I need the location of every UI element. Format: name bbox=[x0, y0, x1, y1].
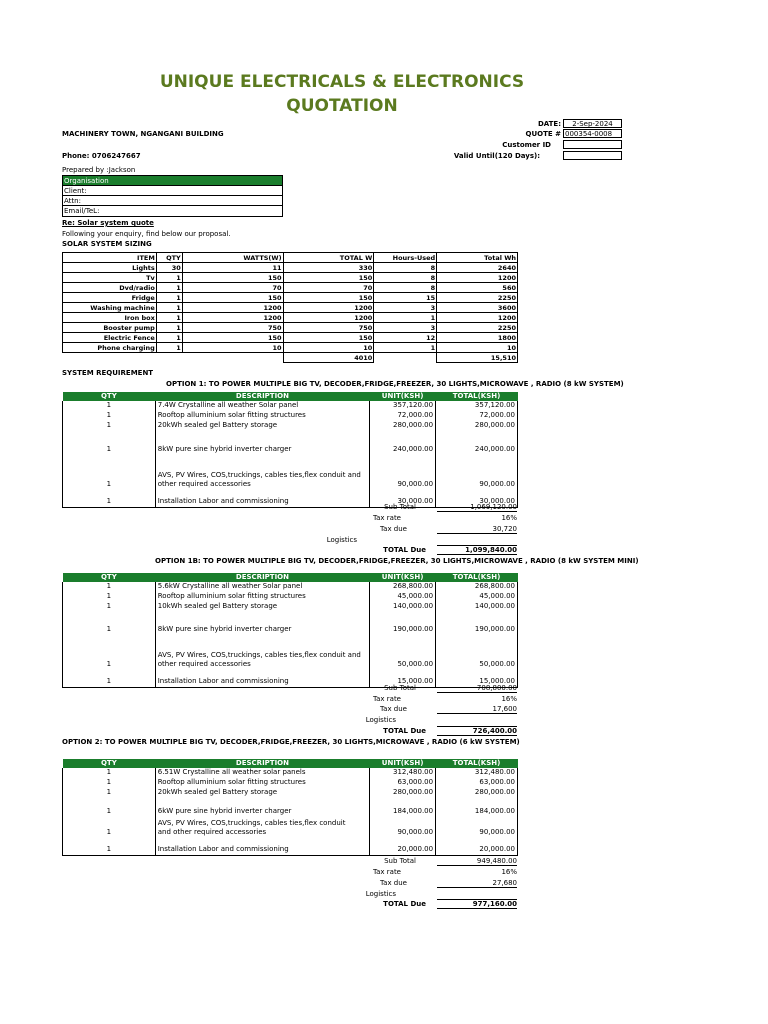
line-item-description-text: 8kW pure sine hybrid inverter charger bbox=[157, 445, 292, 453]
organisation-box bbox=[62, 175, 283, 217]
line-item-description-text: 6kW pure sine hybrid inverter charger bbox=[157, 807, 292, 815]
organisation-header: Organisation bbox=[63, 176, 282, 186]
option1b-tax-due: 17,600 bbox=[437, 705, 517, 714]
line-item-description bbox=[155, 582, 369, 592]
line-item-unit-price: 280,000.00 bbox=[370, 421, 436, 445]
option1-total-due: 1,099,840.00 bbox=[437, 545, 517, 555]
line-item-row bbox=[63, 582, 518, 592]
quote-label: QUOTE # bbox=[525, 130, 561, 138]
subtotal-label: Sub Total bbox=[384, 684, 416, 692]
sizing-cell: Booster pump bbox=[63, 323, 157, 333]
line-item-unit-price: 184,000.00 bbox=[370, 807, 436, 819]
line-item-qty: 1 bbox=[63, 788, 156, 807]
line-item-description-text: 7.4W Crystalline all weather Solar panel bbox=[157, 401, 299, 409]
line-item-row bbox=[63, 471, 518, 497]
line-item-description bbox=[155, 602, 369, 625]
sizing-cell: 1 bbox=[156, 333, 182, 343]
option1-table bbox=[62, 392, 518, 508]
sizing-cell: Dvd/radio bbox=[63, 283, 157, 293]
company-name: UNIQUE ELECTRICALS & ELECTRONICS bbox=[159, 72, 525, 92]
sizing-title: SOLAR SYSTEM SIZING bbox=[62, 240, 152, 248]
sizing-cell: 150 bbox=[283, 293, 374, 303]
line-item-qty: 1 bbox=[63, 768, 156, 778]
line-item-description-text: and other required accessories bbox=[157, 828, 267, 836]
line-item-row bbox=[63, 421, 518, 445]
sizing-row bbox=[63, 263, 518, 273]
sizing-cell: 1 bbox=[156, 293, 182, 303]
line-item-qty: 1 bbox=[63, 592, 156, 602]
total-due-label: TOTAL Due bbox=[383, 900, 426, 908]
header-qty: QTY bbox=[63, 573, 156, 582]
option1-title: OPTION 1: TO POWER MULTIPLE BIG TV, DECODER,FRIDGE,FREEZER, 30 LIGHTS,MICROWAVE , RADIO (8 kW SYSTEM) bbox=[166, 380, 624, 388]
line-item-description bbox=[155, 651, 369, 677]
line-item-total: 357,120.00 bbox=[436, 401, 518, 411]
line-item-unit-price: 30,000.00 bbox=[370, 497, 436, 508]
line-item-unit-price: 45,000.00 bbox=[370, 592, 436, 602]
sizing-row bbox=[63, 343, 518, 353]
line-item-description-text: 10kWh sealed gel Battery storage bbox=[157, 602, 278, 610]
line-item-total: 50,000.00 bbox=[436, 651, 518, 677]
line-item-description bbox=[155, 497, 369, 508]
sizing-cell: 10 bbox=[437, 343, 518, 353]
line-item-row bbox=[63, 592, 518, 602]
option2-title: OPTION 2: TO POWER MULTIPLE BIG TV, DECODER,FRIDGE,FREEZER, 30 LIGHTS,MICROWAVE , RADIO (6 kW SYSTEM) bbox=[62, 738, 520, 746]
tax-rate-label: Tax rate bbox=[373, 695, 401, 703]
sizing-cell: 3 bbox=[374, 303, 437, 313]
line-item-total: 312,480.00 bbox=[436, 768, 518, 778]
header-description: DESCRIPTION bbox=[155, 573, 369, 582]
line-item-description-text: 20kWh sealed gel Battery storage bbox=[157, 788, 278, 796]
logistics-label: Logistics bbox=[365, 890, 396, 898]
sizing-cell: 10 bbox=[283, 343, 374, 353]
line-item-total: 63,000.00 bbox=[436, 778, 518, 788]
sizing-cell: Fridge bbox=[63, 293, 157, 303]
line-item-total: 20,000.00 bbox=[436, 845, 518, 856]
line-item-description-text: AVS, PV Wires, COS,truckings, cables ties,flex conduit and bbox=[157, 471, 361, 479]
sizing-cell: 2250 bbox=[437, 323, 518, 333]
line-item-description bbox=[155, 625, 369, 651]
line-item-qty: 1 bbox=[63, 401, 156, 411]
option2-tax-rate: 16% bbox=[501, 868, 517, 876]
line-item-row bbox=[63, 401, 518, 411]
sizing-cell: 2640 bbox=[437, 263, 518, 273]
line-item-total: 140,000.00 bbox=[436, 602, 518, 625]
option1b-title: OPTION 1B: TO POWER MULTIPLE BIG TV, DECODER,FRIDGE,FREEZER, 30 LIGHTS,MICROWAVE , RADIO (8 kW SYSTEM MINI) bbox=[155, 557, 639, 565]
option2-tax-due: 27,680 bbox=[437, 879, 517, 888]
sizing-total-row bbox=[63, 353, 518, 363]
sizing-row bbox=[63, 303, 518, 313]
valid-until-value bbox=[563, 151, 622, 160]
tax-due-label: Tax due bbox=[380, 525, 407, 533]
sizing-header: WATTS(W) bbox=[182, 253, 283, 263]
line-item-description-text: AVS, PV Wires, COS,truckings, cables ties,flex conduit bbox=[157, 819, 346, 827]
line-item-description bbox=[155, 592, 369, 602]
sizing-cell: Lights bbox=[63, 263, 157, 273]
line-item-qty: 1 bbox=[63, 445, 156, 471]
subtotal-label: Sub Total bbox=[384, 857, 416, 865]
sizing-header: Hours-Used bbox=[374, 253, 437, 263]
sizing-cell: 1 bbox=[156, 283, 182, 293]
sizing-cell: Washing machine bbox=[63, 303, 157, 313]
sizing-cell: 560 bbox=[437, 283, 518, 293]
line-item-description-text: other required accessories bbox=[157, 480, 251, 488]
line-item-row bbox=[63, 788, 518, 807]
line-item-description bbox=[155, 807, 369, 819]
sizing-cell: 1 bbox=[374, 313, 437, 323]
tax-due-label: Tax due bbox=[380, 705, 407, 713]
sizing-cell: 750 bbox=[283, 323, 374, 333]
option2-subtotal: 949,480.00 bbox=[437, 857, 517, 866]
line-item-unit-price: 268,800.00 bbox=[370, 582, 436, 592]
sizing-header: TOTAL W bbox=[283, 253, 374, 263]
header-description: DESCRIPTION bbox=[155, 392, 369, 401]
line-item-total: 45,000.00 bbox=[436, 592, 518, 602]
line-item-unit-price: 280,000.00 bbox=[370, 788, 436, 807]
sizing-cell: 30 bbox=[156, 263, 182, 273]
line-item-row bbox=[63, 778, 518, 788]
line-item-total: 90,000.00 bbox=[436, 471, 518, 497]
sizing-cell: 1200 bbox=[182, 313, 283, 323]
header-qty: QTY bbox=[63, 392, 156, 401]
client-field: Client: bbox=[63, 186, 282, 196]
company-address: MACHINERY TOWN, NGANGANI BUILDING bbox=[62, 130, 224, 138]
line-item-description bbox=[155, 401, 369, 411]
line-item-unit-price: 90,000.00 bbox=[370, 819, 436, 845]
customer-id-label: Customer ID bbox=[502, 141, 551, 149]
line-item-description bbox=[155, 445, 369, 471]
line-item-description-text: Rooftop alluminium solar fitting structures bbox=[157, 778, 306, 786]
line-item-qty: 1 bbox=[63, 625, 156, 651]
sizing-header: ITEM bbox=[63, 253, 157, 263]
line-item-description-text: 5.6kW Crystalline all weather Solar panel bbox=[157, 582, 303, 590]
line-item-description-text: Installation Labor and commissioning bbox=[157, 497, 289, 505]
header-total: TOTAL(KSH) bbox=[436, 573, 518, 582]
line-item-unit-price: 240,000.00 bbox=[370, 445, 436, 471]
line-item-description bbox=[155, 421, 369, 445]
line-item-unit-price: 20,000.00 bbox=[370, 845, 436, 856]
logistics-label: Logistics bbox=[326, 536, 357, 544]
sizing-cell: 8 bbox=[374, 263, 437, 273]
sizing-row bbox=[63, 293, 518, 303]
sizing-cell: 750 bbox=[182, 323, 283, 333]
line-item-unit-price: 72,000.00 bbox=[370, 411, 436, 421]
line-item-total: 184,000.00 bbox=[436, 807, 518, 819]
option1-tax-rate: 16% bbox=[501, 514, 517, 522]
line-item-unit-price: 357,120.00 bbox=[370, 401, 436, 411]
line-item-row bbox=[63, 819, 518, 845]
sizing-cell: 70 bbox=[182, 283, 283, 293]
line-item-description-text: 8kW pure sine hybrid inverter charger bbox=[157, 625, 292, 633]
line-item-total: 268,800.00 bbox=[436, 582, 518, 592]
tax-due-label: Tax due bbox=[380, 879, 407, 887]
customer-id-value bbox=[563, 140, 622, 149]
sizing-cell: 12 bbox=[374, 333, 437, 343]
line-item-description bbox=[155, 411, 369, 421]
sizing-cell: 3600 bbox=[437, 303, 518, 313]
line-item-description-text: Installation Labor and commissioning bbox=[157, 677, 289, 685]
line-item-description-text: Rooftop alluminium solar fitting structures bbox=[157, 592, 306, 600]
line-item-description-text: 6.51W Crystalline all weather solar panels bbox=[157, 768, 306, 776]
line-item-total: 90,000.00 bbox=[436, 819, 518, 845]
line-item-unit-price: 190,000.00 bbox=[370, 625, 436, 651]
total-due-label: TOTAL Due bbox=[383, 727, 426, 735]
header-unit: UNIT(KSH) bbox=[370, 573, 436, 582]
option1b-table bbox=[62, 573, 518, 688]
line-item-row bbox=[63, 602, 518, 625]
sizing-cell: 3 bbox=[374, 323, 437, 333]
sizing-cell: 150 bbox=[182, 273, 283, 283]
line-item-total: 280,000.00 bbox=[436, 788, 518, 807]
line-item-unit-price: 312,480.00 bbox=[370, 768, 436, 778]
option1b-header-row bbox=[63, 573, 518, 582]
line-item-description bbox=[155, 677, 369, 688]
header-unit: UNIT(KSH) bbox=[370, 392, 436, 401]
line-item-total: 240,000.00 bbox=[436, 445, 518, 471]
line-item-row bbox=[63, 411, 518, 421]
sizing-cell: 150 bbox=[283, 333, 374, 343]
intro-line: Following your enquiry, find below our proposal. bbox=[62, 230, 231, 238]
sizing-row bbox=[63, 273, 518, 283]
line-item-qty: 1 bbox=[63, 421, 156, 445]
re-line: Re: Solar system quote bbox=[62, 219, 154, 227]
prepared-by: Prepared by :Jackson bbox=[62, 166, 136, 174]
line-item-total: 190,000.00 bbox=[436, 625, 518, 651]
line-item-total: 72,000.00 bbox=[436, 411, 518, 421]
line-item-description-text: other required accessories bbox=[157, 660, 251, 668]
line-item-unit-price: 140,000.00 bbox=[370, 602, 436, 625]
email-field: Email/TeL: bbox=[64, 207, 100, 215]
sizing-cell: 1200 bbox=[283, 303, 374, 313]
header-description: DESCRIPTION bbox=[155, 759, 369, 768]
sizing-row bbox=[63, 313, 518, 323]
sizing-cell: 150 bbox=[283, 273, 374, 283]
document-type: QUOTATION bbox=[286, 96, 398, 116]
line-item-row bbox=[63, 768, 518, 778]
line-item-row bbox=[63, 445, 518, 471]
sizing-total-wh: 15,510 bbox=[437, 353, 518, 363]
line-item-description bbox=[155, 471, 369, 497]
line-item-row bbox=[63, 807, 518, 819]
sizing-cell: 1 bbox=[156, 343, 182, 353]
option1-header-row bbox=[63, 392, 518, 401]
sizing-cell: 1 bbox=[156, 313, 182, 323]
line-item-total: 30,000.00 bbox=[436, 497, 518, 508]
sizing-cell: 1 bbox=[156, 323, 182, 333]
sizing-cell: 1 bbox=[156, 303, 182, 313]
sizing-cell: Electric Fence bbox=[63, 333, 157, 343]
option2-table bbox=[62, 759, 518, 856]
line-item-qty: 1 bbox=[63, 471, 156, 497]
line-item-description bbox=[155, 845, 369, 856]
sizing-cell: 1200 bbox=[182, 303, 283, 313]
sizing-row bbox=[63, 333, 518, 343]
tax-rate-label: Tax rate bbox=[373, 868, 401, 876]
line-item-total: 15,000.00 bbox=[436, 677, 518, 688]
option2-header-row bbox=[63, 759, 518, 768]
line-item-total: 280,000.00 bbox=[436, 421, 518, 445]
line-item-qty: 1 bbox=[63, 677, 156, 688]
line-item-qty: 1 bbox=[63, 602, 156, 625]
sizing-table bbox=[62, 252, 518, 363]
line-item-row bbox=[63, 625, 518, 651]
option1-subtotal: 1,069,120.00 bbox=[437, 503, 517, 512]
sizing-row bbox=[63, 323, 518, 333]
line-item-description bbox=[155, 768, 369, 778]
sizing-total-w: 4010 bbox=[283, 353, 374, 363]
line-item-row bbox=[63, 845, 518, 856]
sizing-cell: 11 bbox=[182, 263, 283, 273]
sizing-header: QTY bbox=[156, 253, 182, 263]
tax-rate-label: Tax rate bbox=[373, 514, 401, 522]
sizing-cell: 330 bbox=[283, 263, 374, 273]
sizing-cell: Tv bbox=[63, 273, 157, 283]
option2-total-due: 977,160.00 bbox=[437, 899, 517, 909]
date-value: 2-Sep-2024 bbox=[563, 119, 622, 128]
line-item-qty: 1 bbox=[63, 807, 156, 819]
line-item-description bbox=[155, 778, 369, 788]
sizing-cell: 1200 bbox=[283, 313, 374, 323]
option1b-subtotal: 708,800.00 bbox=[437, 684, 517, 693]
attn-field: Attn: bbox=[63, 196, 282, 206]
line-item-description bbox=[155, 819, 369, 845]
option1-tax-due: 30,720 bbox=[437, 525, 517, 534]
date-label: DATE: bbox=[537, 120, 561, 128]
header-qty: QTY bbox=[63, 759, 156, 768]
logistics-label: Logistics bbox=[365, 716, 396, 724]
sizing-header-row bbox=[63, 253, 518, 263]
line-item-unit-price: 90,000.00 bbox=[370, 471, 436, 497]
line-item-qty: 1 bbox=[63, 411, 156, 421]
header-total: TOTAL(KSH) bbox=[436, 759, 518, 768]
header-total: TOTAL(KSH) bbox=[436, 392, 518, 401]
system-requirement: SYSTEM REQUIREMENT bbox=[62, 369, 154, 377]
line-item-description-text: AVS, PV Wires, COS,truckings, cables ties,flex conduit and bbox=[157, 651, 361, 659]
total-due-label: TOTAL Due bbox=[383, 546, 426, 554]
sizing-cell: 8 bbox=[374, 283, 437, 293]
header-unit: UNIT(KSH) bbox=[370, 759, 436, 768]
line-item-qty: 1 bbox=[63, 582, 156, 592]
sizing-row bbox=[63, 283, 518, 293]
sizing-cell: 1800 bbox=[437, 333, 518, 343]
line-item-row bbox=[63, 651, 518, 677]
option1b-tax-rate: 16% bbox=[501, 695, 517, 703]
line-item-unit-price: 50,000.00 bbox=[370, 651, 436, 677]
sizing-header: Total Wh bbox=[437, 253, 518, 263]
sizing-cell: Phone charging bbox=[63, 343, 157, 353]
sizing-cell: 150 bbox=[182, 293, 283, 303]
sizing-cell: 2250 bbox=[437, 293, 518, 303]
sizing-cell: 1200 bbox=[437, 273, 518, 283]
subtotal-label: Sub Total bbox=[384, 503, 416, 511]
quote-value: 000354-0008 bbox=[563, 129, 622, 138]
line-item-qty: 1 bbox=[63, 845, 156, 856]
line-item-unit-price: 63,000.00 bbox=[370, 778, 436, 788]
line-item-description bbox=[155, 788, 369, 807]
sizing-cell: 1 bbox=[156, 273, 182, 283]
line-item-unit-price: 15,000.00 bbox=[370, 677, 436, 688]
sizing-cell: 1200 bbox=[437, 313, 518, 323]
line-item-qty: 1 bbox=[63, 497, 156, 508]
line-item-description-text: Rooftop alluminium solar fitting structures bbox=[157, 411, 306, 419]
sizing-cell: 8 bbox=[374, 273, 437, 283]
sizing-cell: Iron box bbox=[63, 313, 157, 323]
sizing-cell: 150 bbox=[182, 333, 283, 343]
line-item-description-text: 20kWh sealed gel Battery storage bbox=[157, 421, 278, 429]
line-item-qty: 1 bbox=[63, 651, 156, 677]
sizing-cell: 15 bbox=[374, 293, 437, 303]
valid-until-label: Valid Until(120 Days): bbox=[453, 152, 540, 160]
line-item-qty: 1 bbox=[63, 819, 156, 845]
company-phone: Phone: 0706247667 bbox=[62, 152, 141, 160]
sizing-cell: 1 bbox=[374, 343, 437, 353]
option1b-total-due: 726,400.00 bbox=[437, 726, 517, 736]
sizing-cell: 70 bbox=[283, 283, 374, 293]
line-item-description-text: Installation Labor and commissioning bbox=[157, 845, 289, 853]
line-item-qty: 1 bbox=[63, 778, 156, 788]
sizing-cell: 10 bbox=[182, 343, 283, 353]
